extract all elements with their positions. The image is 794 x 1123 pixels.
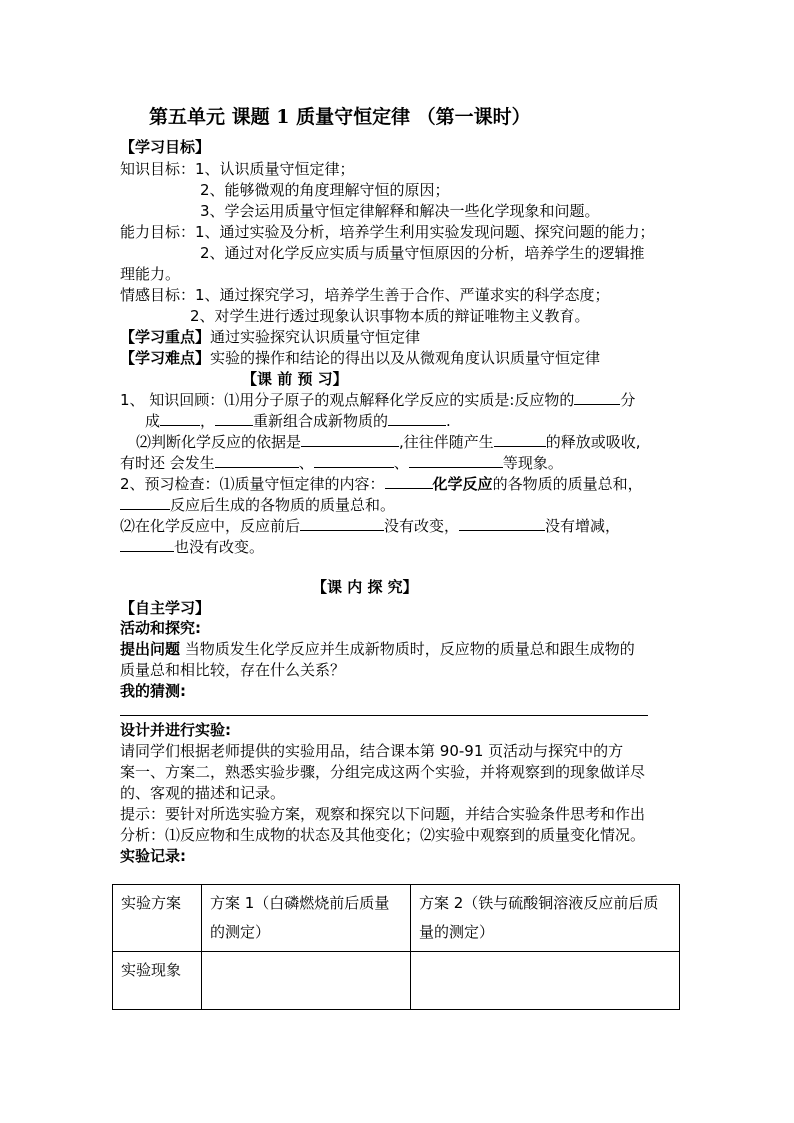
preview-q1-line2: 成 ， 重新组合成新物质的 .	[145, 412, 451, 430]
guess-answer-line[interactable]	[120, 715, 648, 716]
knowledge-goal-1: 知识目标：1、认识质量守恒定律；	[120, 160, 355, 178]
key-point: 【学习重点】通过实验探究认识质量守恒定律	[120, 328, 421, 346]
ability-goal-2-cont: 理能力。	[120, 265, 181, 283]
experiment-record-table	[112, 884, 680, 1010]
design-para-1: 请同学们根据老师提供的实验用品，结合课本第 90-91 页活动与探究中的方	[120, 742, 624, 760]
answer-blank[interactable]	[409, 453, 503, 468]
table-header-cell: 方案 2（铁与硫酸铜溶液反应前后质量的测定）	[411, 885, 680, 952]
design-heading: 设计并进行实验:	[120, 721, 231, 739]
activity-heading: 活动和探究:	[120, 619, 201, 637]
answer-blank[interactable]	[385, 474, 433, 489]
answer-blank[interactable]	[215, 453, 299, 468]
preview-heading: 【课 前 预 习】	[242, 370, 348, 388]
goals-heading: 【学习目标】	[120, 138, 211, 156]
record-heading: 实验记录:	[120, 847, 186, 865]
table-row	[113, 952, 680, 1010]
ability-goal-2: 2、通过对化学反应实质与质量守恒原因的分析，培养学生的逻辑推	[200, 244, 645, 262]
preview-q1-line4: 有时还 会发生 、 、 等现象。	[120, 454, 563, 472]
answer-blank[interactable]	[388, 411, 446, 426]
ability-label: 能力目标：	[120, 223, 196, 241]
self-study-heading: 【自主学习】	[120, 599, 211, 617]
hint-line-2: 分析：⑴反应物和生成物的状态及其他变化；⑵实验中观察到的质量变化情况。	[120, 826, 646, 844]
table-input-cell[interactable]	[202, 952, 411, 1010]
page-title: 第五单元 课题 1 质量守恒定律 （第一课时）	[149, 106, 531, 128]
question-label: 提出问题	[120, 640, 181, 658]
preview-q1-line1: 1、 知识回顾：⑴用分子原子的观点解释化学反应的实质是:反应物的 分	[120, 391, 636, 409]
table-row-label: 实验现象	[113, 952, 202, 1010]
knowledge-label: 知识目标：	[120, 160, 196, 178]
guess-label: 我的猜测:	[120, 682, 186, 700]
answer-blank[interactable]	[215, 411, 253, 426]
answer-blank[interactable]	[314, 453, 394, 468]
table-row	[113, 885, 680, 952]
answer-blank[interactable]	[160, 411, 200, 426]
preview-q2-line2: 反应后生成的各物质的质量总和。	[120, 495, 395, 515]
difficult-point: 【学习难点】实验的操作和结论的得出以及从微观角度认识质量守恒定律	[120, 349, 601, 367]
preview-q2-line1: 2、预习检查：⑴质量守恒定律的内容： 化学反应的各物质的质量总和，	[120, 475, 643, 493]
preview-q2-line3: ⑵在化学反应中，反应前后 没有改变， 没有增减，	[120, 517, 621, 535]
table-input-cell[interactable]	[411, 952, 680, 1010]
emotion-goal-1: 情感目标：1、通过探究学习，培养学生善于合作、严谨求实的科学态度；	[120, 286, 610, 304]
answer-blank[interactable]	[300, 516, 384, 531]
emotion-label: 情感目标：	[120, 286, 196, 304]
table-header-cell: 实验方案	[113, 885, 202, 952]
answer-blank[interactable]	[301, 432, 399, 447]
emotion-goal-2: 2、对学生进行透过现象认识事物本质的辩证唯物主义教育。	[190, 307, 590, 325]
preview-q1-line3: ⑵判断化学反应的依据是 ,往往伴随产生 的释放或吸收,	[136, 433, 641, 451]
design-para-2: 案一、方案二，熟悉实验步骤，分组完成这两个实验，并将观察到的现象做详尽	[120, 763, 646, 781]
hint-line-1: 提示：要针对所选实验方案，观察和探究以下问题，并结合实验条件思考和作出	[120, 805, 646, 823]
question-line-2: 质量总和相比较，存在什么关系？	[120, 661, 346, 679]
design-para-3: 的、客观的描述和记录。	[120, 784, 286, 802]
difficult-point-label: 【学习难点】	[120, 349, 211, 367]
inclass-heading: 【课 内 探 究】	[312, 578, 418, 596]
answer-blank[interactable]	[120, 495, 170, 510]
knowledge-goal-2: 2、能够微观的角度理解守恒的原因；	[200, 181, 450, 199]
question-line-1: 提出问题 当物质发生化学反应并生成新物质时，反应物的质量总和跟生成物的	[120, 640, 635, 658]
key-point-label: 【学习重点】	[120, 328, 211, 346]
knowledge-goal-3: 3、学会运用质量守恒定律解释和解决一些化学现象和问题。	[200, 202, 600, 220]
answer-blank[interactable]	[494, 432, 546, 447]
preview-q2-line4: 也没有改变。	[120, 537, 264, 557]
answer-blank[interactable]	[120, 537, 174, 552]
answer-blank[interactable]	[459, 516, 545, 531]
table-header-cell: 方案 1（白磷燃烧前后质量的测定）	[202, 885, 411, 952]
answer-blank[interactable]	[574, 390, 620, 405]
ability-goal-1: 能力目标：1、通过实验及分析，培养学生利用实验发现问题、探究问题的能力；	[120, 223, 655, 241]
